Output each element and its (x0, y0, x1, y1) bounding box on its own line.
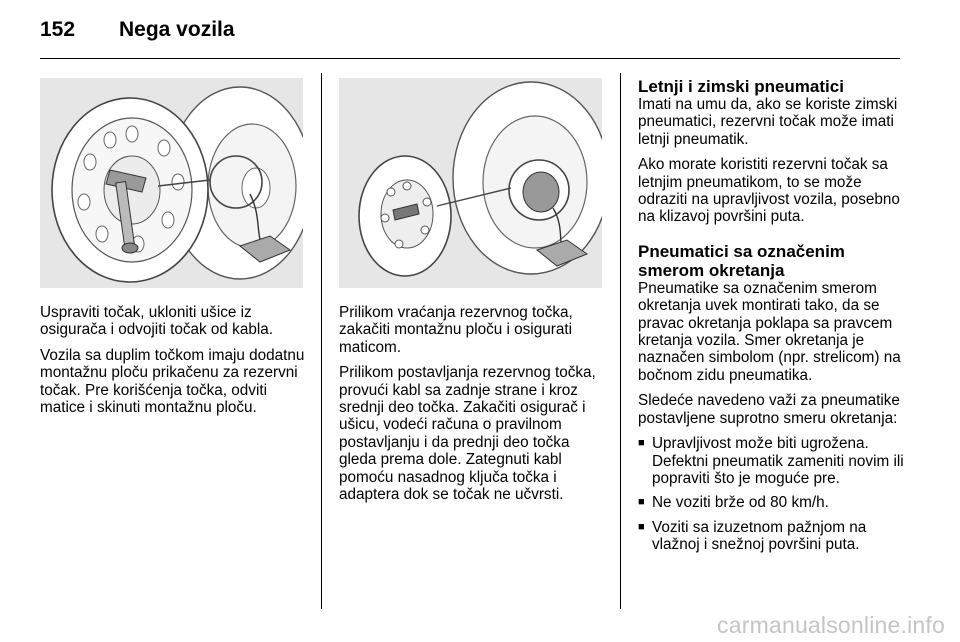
paragraph: Imati na umu da, ako se koriste zimski pneumatici, rezervni točak može imati letnji pneumatik. (638, 96, 898, 148)
wheel-plate-drawing (339, 78, 602, 288)
paragraph: Sledeće navedeno važi za pneumatike postavljene suprotno smeru okretanja: (638, 392, 900, 427)
column-1-text (40, 304, 308, 424)
section-heading-directional-tires: Pneumatici sa označenim smerom okretanja (638, 241, 845, 280)
column-divider-2 (620, 73, 621, 609)
list-item (638, 435, 904, 487)
paragraph: Vozila sa duplim točkom imaju dodatnu montažnu ploču prikačenu za rezervni točak. Pre korišćenja točka, odviti matice i skinuti montažnu ploču. (40, 346, 305, 417)
column-divider-1 (321, 73, 322, 609)
section-heading-tires: Letnji i zimski pneumatici (638, 77, 844, 96)
list-item-text: Voziti sa izuzetnom pažnjom na vlažnoj i snežnoj površini puta. (652, 518, 867, 554)
page-number: 152 (40, 18, 76, 41)
square-bullet-icon: ■ (638, 520, 645, 533)
list-item (638, 519, 904, 554)
paragraph: Prilikom vraćanja rezervnog točka, zakačiti montažnu ploču i osigurati maticom. (339, 304, 573, 356)
list-item (638, 494, 904, 511)
list-item-text: Upravljivost može biti ugrožena. Defektni pneumatik zameniti novim ili popraviti što je moguće pre. (652, 435, 904, 487)
column-3-text (638, 77, 904, 561)
illustration-wheel-mounting-plate (339, 78, 602, 288)
paragraph: Ako morate koristiti rezervni točak sa letnjim pneumatikom, to se može odraziti na upravljivost vozila, posebno na klizavoj površini puta. (638, 156, 900, 226)
watermark: carmanualsonline.info (717, 612, 945, 638)
list-item-text: Ne voziti brže od 80 km/h. (652, 494, 829, 512)
illustration-wheel-cable-release (40, 78, 303, 288)
paragraph: Pneumatike sa označenim smerom okretanja uvek montirati tako, da se pravac okretanja poklapa sa pravcem kretanja vozila. Smer okretanja je naznačen simbolom (npr. strelicom) na bočnom zidu pneumatika. (638, 279, 901, 384)
bullet-list (638, 435, 904, 553)
paragraph: Prilikom postavljanja rezervnog točka, provući kabl sa zadnje strane i kroz srednji deo točka. Zakačiti osigurač i ušicu, vodeći računa o pravilnom postavljanju i da prednji deo točka gleda prema dole. Zategnuti kabl pomoću nasadnog ključa točka i adaptera dok se točak ne učvrsti. (339, 364, 596, 504)
column-2-text (339, 304, 607, 511)
page-title: Nega vozila (119, 18, 235, 41)
header-rule (40, 58, 900, 59)
square-bullet-icon: ■ (638, 437, 645, 450)
wheel-cable-drawing (40, 78, 303, 288)
square-bullet-icon: ■ (638, 496, 645, 509)
paragraph: Uspraviti točak, ukloniti ušice iz osigurača i odvojiti točak od kabla. (40, 304, 273, 339)
